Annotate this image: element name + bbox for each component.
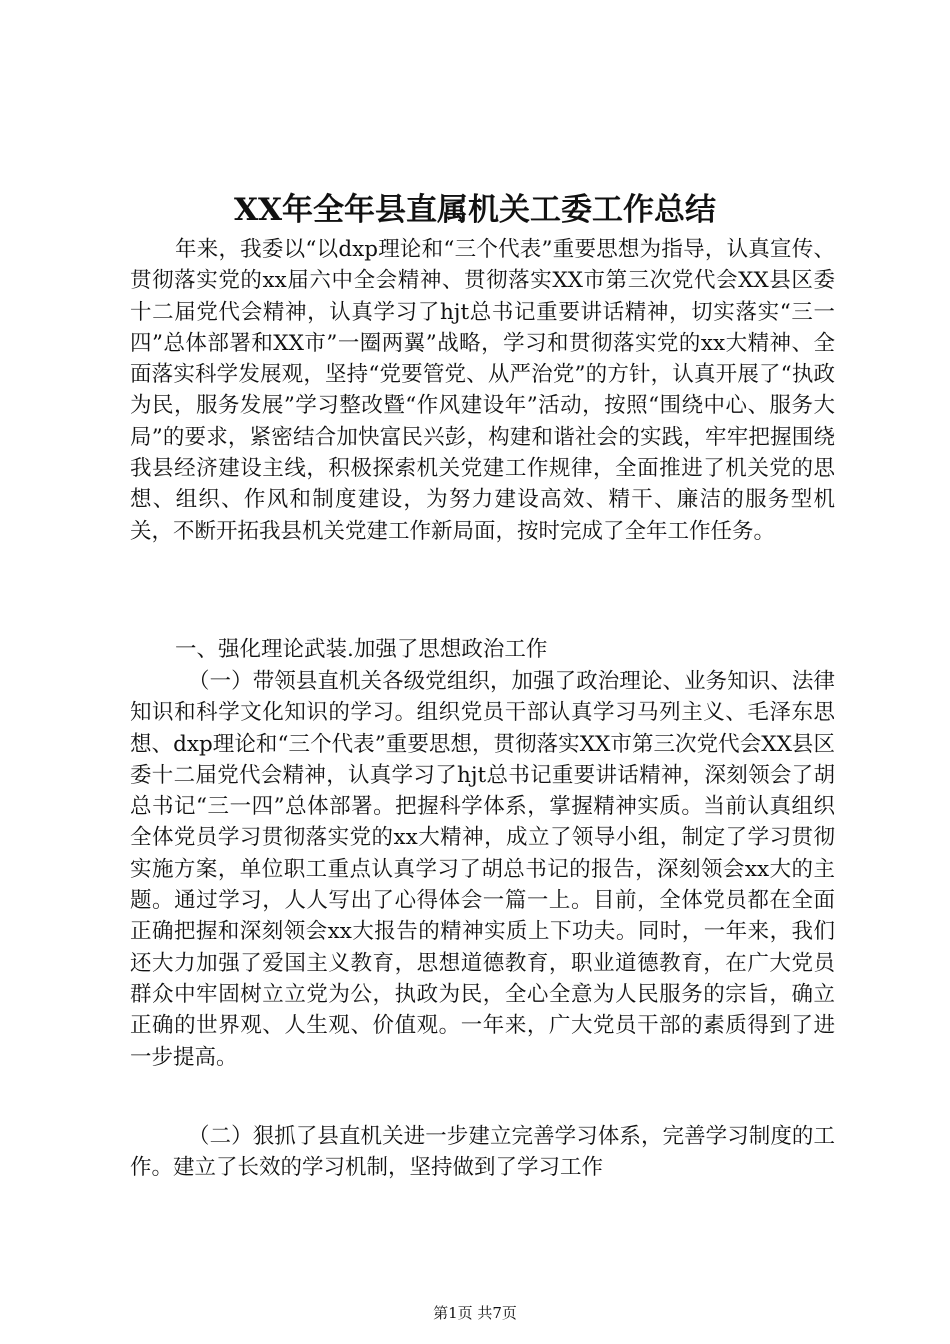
document-title: XX年全年县直属机关工委工作总结 — [233, 192, 717, 228]
section-heading: 一、强化理论武装.加强了思想政治工作 — [175, 637, 548, 662]
intro-paragraph: 年来，我委以“以dxp理论和“三个代表”重要思想为指导，认真宣传、贯彻落实党的xx届六中全会精神、贯彻落实XX市第三次党代会XX县区委十二届党代会精神，认真学习了hjt总书记重要讲话精神，切实落实“三一四”总体部署和XX市”一圈两翼”战略，学习和贯彻落实党的xx大精神、全面落实科学发展观，坚持“党要管党、从严治党”的方针，认真开展了“执政为民，服务发展”学习整改暨“作风建设年”活动，按照“围绕中心、服务大局”的要求，紧密结合加快富民兴彭，构建和谐社会的实践，牢牢把握围绕我县经济建设主线，积极探索机关党建工作规律，全面推进了机关党的思想、组织、作风和制度建设，为努力建设高效、精干、廉洁的服务型机关，不断开拓我县机关党建工作新局面，按时完成了全年工作任务。 — [130, 237, 835, 544]
page-number-footer: 第1页 共7页 — [433, 1304, 517, 1322]
section-paragraph-2: （二）狠抓了县直机关进一步建立完善学习体系，完善学习制度的工作。建立了长效的学习机制，坚持做到了学习工作 — [130, 1124, 835, 1181]
section-paragraph-1: （一）带领县直机关各级党组织，加强了政治理论、业务知识、法律知识和科学文化知识的学习。组织党员干部认真学习马列主义、毛泽东思想、dxp理论和“三个代表”重要思想，贯彻落实XX市第三次党代会XX县区委十二届党代会精神，认真学习了hjt总书记重要讲话精神，深刻领会了胡总书记“三一四”总体部署。把握科学体系，掌握精神实质。当前认真组织全体党员学习贯彻落实党的xx大精神，成立了领导小组，制定了学习贯彻实施方案，单位职工重点认真学习了胡总书记的报告，深刻领会xx大的主题。通过学习，人人写出了心得体会一篇一上。目前，全体党员都在全面正确把握和深刻领会xx大报告的精神实质上下功夫。同时，一年来，我们还大力加强了爱国主义教育，思想道德教育，职业道德教育，在广大党员群众中牢固树立立党为公，执政为民，全心全意为人民服务的宗旨，确立正确的世界观、人生观、价值观。一年来，广大党员干部的素质得到了进一步提高。 — [130, 669, 835, 1070]
